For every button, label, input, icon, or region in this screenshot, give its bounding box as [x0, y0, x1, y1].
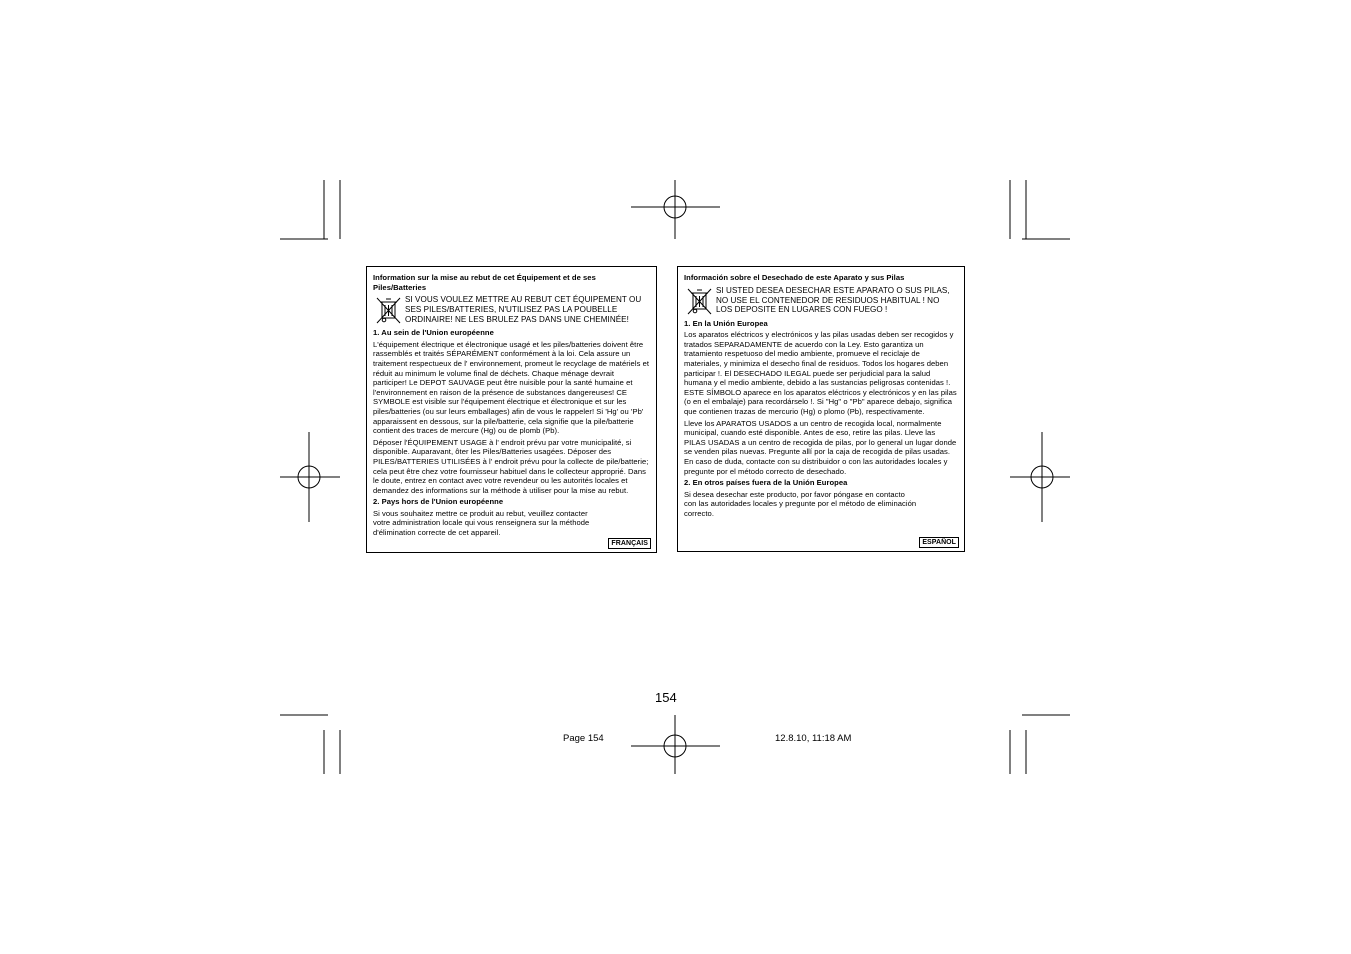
notice-title: Información sobre el Desechado de este Aparato y sus Pilas	[684, 273, 905, 282]
registration-crosshair-icon	[1010, 432, 1070, 522]
crossed-out-wheelie-bin-icon	[373, 295, 405, 325]
warning-text: SI USTED DESEA DESECHAR ESTE APARATO O SUS PILAS, NO USE EL CONTENEDOR DE RESIDUOS HABITUAL ! NO LOS DEPOSITE EN LUGARES CON FUEGO !	[716, 285, 950, 315]
paragraph: Lleve los APARATOS USADOS a un centro de recogida local, normalmente municipal, cuando esté disponible. Antes de eso, retire las pilas. Lleve las PILAS USADAS a un centro de recogida de pilas, por lo general un lugar donde se venden pilas nuevas. Pregunte allí por la caja de recogida de pilas usadas. En caso de duda, contacte con su distribuidor o con las autoridades locales y pregunte por el método correcto de desechado.	[684, 418, 957, 476]
section-title: 1. Au sein de l'Union européenne	[373, 328, 494, 338]
section-title: 2. Pays hors de l'Union européenne	[373, 497, 504, 507]
french-disposal-notice	[366, 266, 657, 553]
notice-title: Information sur la mise au rebut de cet Équipement et de ses Piles/Batteries	[373, 273, 596, 292]
registration-crosshair-icon	[631, 715, 720, 774]
section-title: 2. En otros países fuera de la Unión Europea	[684, 478, 848, 488]
registration-crosshair-icon	[631, 180, 720, 239]
crop-mark-top-right	[1010, 180, 1070, 239]
warning-text: SI VOUS VOULEZ METTRE AU REBUT CET ÉQUIPEMENT OU SES PILES/BATTERIES, N'UTILISEZ PAS LA POUBELLE ORDINAIRE! NE LES BRULEZ PAS DANS UNE CHEMINÉE!	[405, 295, 642, 324]
language-label: FRANÇAIS	[608, 538, 651, 549]
language-label: ESPAÑOL	[919, 537, 959, 548]
crop-mark-bottom-right	[1010, 715, 1070, 774]
paragraph: Los aparatos eléctricos y electrónicos y las pilas usadas deben ser recogidos y tratados SEPARADAMENTE de acuerdo con la Ley. Esto garantiza un tratamiento respetuoso del medio ambiente, promueve el reciclaje de materiales, y minimiza el desecho final de residuos. Todos los hogares deben participar !. El DESECHADO ILEGAL puede ser perjudicial para la salud humana y el medio ambiente, debido a las sustancias peligrosas contenidas !. ESTE SÍMBOLO aparece en los aparatos eléctricos y electrónicos y en las pilas (o en el embalaje) para recordárselo !. Si "Hg" o "Pb" aparece debajo, significa que contienen trazas de mercurio (Hg) o plomo (Pb), respectivamente.	[684, 330, 957, 416]
crop-mark-top-left	[280, 180, 340, 239]
warning-block	[684, 286, 958, 316]
footer-page-label: Page 154	[563, 733, 604, 744]
paragraph: L'équipement électrique et électronique usagé et les piles/batteries doivent être rassemblés et traités SÉPARÉMENT conformément à la loi. Cela assure un traitement respectueux de l' environnement, promeut le recyclage de matériels et réduit au minimum le volume final de déchets. Chaque ménage devrait participer! Le DEPOT SAUVAGE peut être nuisible pour la santé humaine et l'environnement en raison de la présence de substances dangereuses! CE SYMBOLE est visible sur l'équipement électrique et électronique et sur les piles/batteries (ou sur leurs emballages) afin de vous le rappeler! Si 'Hg' ou 'Pb' apparaissent en dessous, sur la pile/batterie, cela signifie que la pile/batterie contient des traces de mercure (Hg) ou de plomb (Pb).	[373, 339, 650, 436]
crossed-out-wheelie-bin-icon	[684, 286, 716, 316]
page-number: 154	[655, 690, 677, 705]
paragraph: Si vous souhaitez mettre ce produit au rebut, veuillez contacter votre administration locale qui vous renseignera sur la méthode d'élimination correcte de cet appareil.	[373, 508, 590, 538]
section-title: 1. En la Unión Europea	[684, 318, 768, 328]
paragraph: Déposer l'ÉQUIPEMENT USAGE à l' endroit prévu par votre municipalité, si disponible. Auparavant, ôter les Piles/Batteries usagées. Déposer des PILES/BATTERIES UTILISÉES à l' endroit prévu pour la collecte de pile/batterie; cela peut être chez votre fournisseur habituel dans le collecteur approprié. Dans le doute, entrez en contact avec votre revendeur ou les autorités locales et demandez des informations sur la méthode à utiliser pour la mise au rebut.	[373, 437, 649, 495]
registration-crosshair-icon	[280, 432, 340, 522]
footer-timestamp: 12.8.10, 11:18 AM	[775, 733, 852, 744]
paragraph: Si desea desechar este producto, por favor póngase en contacto con las autoridades locales y pregunte por el método de eliminación correcto.	[684, 489, 917, 518]
spanish-disposal-notice	[677, 266, 965, 552]
crop-mark-bottom-left	[280, 715, 340, 774]
warning-block	[373, 295, 650, 325]
